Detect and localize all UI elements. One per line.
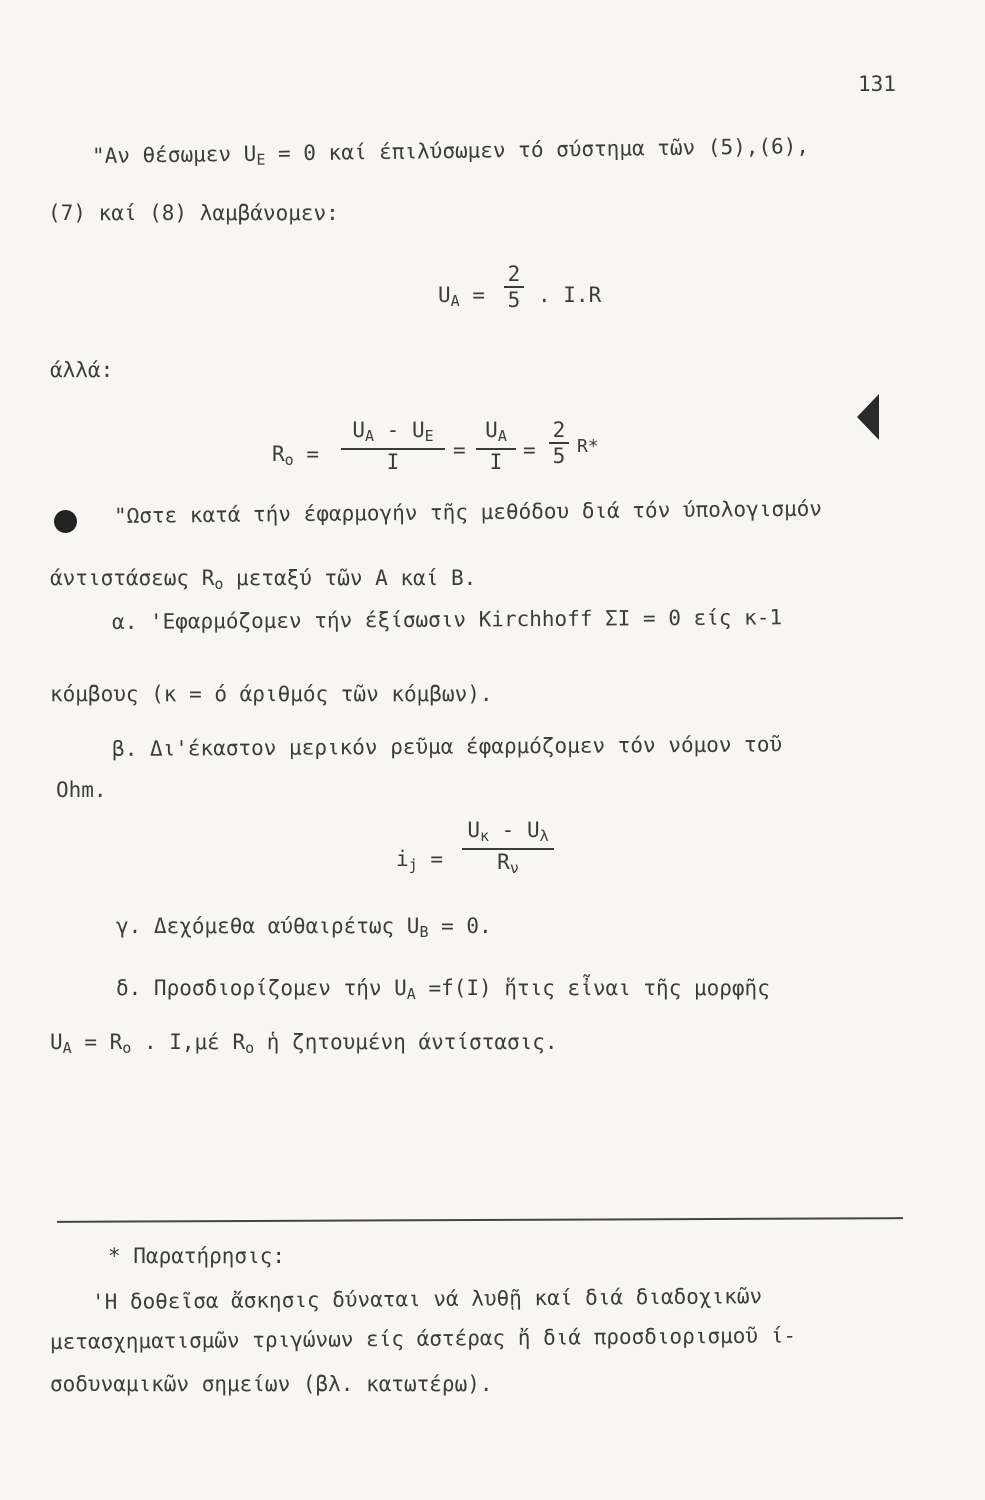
eq1-lhs: $U_A$ = (438, 283, 485, 310)
text-line-1-a: "Αν θέσωμεν U (91, 141, 257, 168)
item-gamma: γ. Δεχόμεθα αύθαιρέτως $U_B = 0$. (116, 914, 492, 941)
eq2-fraction-3-numerator: 2 (552, 418, 566, 442)
eq1-rest: . I.R (538, 283, 602, 307)
footnote-line-1: 'Η δοθεῖσα ἄσκησις δύναται νά λυθῇ καί διά διαδοχικῶν (91, 1284, 763, 1314)
margin-dot-icon (54, 510, 77, 533)
item-alpha-line-1: α. 'Εφαρμόζομεν τήν έξίσωσιν Kirchhoff ΣI = 0 είς κ-1 (111, 605, 783, 634)
text-line-1-sub: E (256, 150, 266, 169)
eq2-fraction-2 (476, 418, 516, 474)
item-beta-line-1: β. Δι'έκαστον μερικόν ρεῦμα έφαρμόζομεν τόν νόμον τοῦ (111, 732, 783, 761)
item-delta-line-1: δ. Προσδιορίζομεν τήν $U_A =f(I)$ ἥτις εἶναι τῆς μορφῆς (116, 976, 770, 1003)
eq3-numerator: $U_\kappa - U_\lambda$ (467, 818, 549, 845)
eq1-denominator: 5 (507, 287, 521, 312)
text-line-1-b: = 0 καί έπιλύσωμεν τό σύστημα τῶν (5),(6), (265, 133, 810, 166)
footnote-rule (57, 1217, 903, 1222)
margin-triangle-icon (857, 394, 879, 440)
eq2-fraction-1-numerator: $U_A - U_E$ (352, 418, 434, 445)
paragraph-1-line-1: "Ωστε κατά τήν έφαρμογήν τῆς μεθόδου διά τόν ύπολογισμόν (113, 496, 823, 528)
eq2-tail: R* (577, 436, 599, 457)
eq2-fraction-1 (341, 418, 445, 474)
item-delta-line-2: $U_A = R_o$ . I,μέ $R_o$ ἡ ζητουμένη άντίστασις. (50, 1030, 558, 1057)
text-line-2: (7) καί (8) λαμβάνομεν: (48, 201, 339, 225)
footnote-line-2: μετασχηματισμῶν τριγώνων είς άστέρας ἤ διά προσδιορισμοῦ ί- (49, 1323, 797, 1354)
item-beta-line-2: Ohm. (56, 778, 107, 802)
eq1-fraction (504, 262, 524, 312)
eq2-fraction-3-denominator: 5 (552, 443, 566, 468)
item-alpha-line-2: κόμβους (κ = ό άριθμός τῶν κόμβων). (50, 682, 493, 706)
text-alla: άλλά: (50, 358, 114, 382)
eq2-equals-3: = (523, 438, 536, 462)
eq2-fraction-3 (549, 418, 569, 468)
eq3-lhs: $i_j$ = (396, 847, 443, 874)
eq2-fraction-2-numerator: $U_A$ (485, 418, 507, 445)
eq2-equals-2: = (453, 438, 466, 462)
eq3-denominator: $R_\nu$ (497, 849, 519, 877)
eq1-numerator: 2 (507, 262, 521, 286)
page-number: 131 (858, 72, 896, 96)
paragraph-1-line-2: άντιστάσεως $R_o$ μεταξύ τῶν A καί B. (50, 566, 477, 593)
text-line-1 (92, 134, 809, 171)
eq2-fraction-1-denominator: I (386, 449, 400, 474)
eq2-lhs: $R_o$ = (272, 442, 319, 469)
eq3-fraction (462, 818, 554, 880)
eq2-fraction-2-denominator: I (489, 449, 503, 474)
footnote-line-3: σοδυναμικῶν σημείων (βλ. κατωτέρω). (50, 1372, 493, 1396)
footnote-title: * Παρατήρησις: (108, 1244, 286, 1268)
